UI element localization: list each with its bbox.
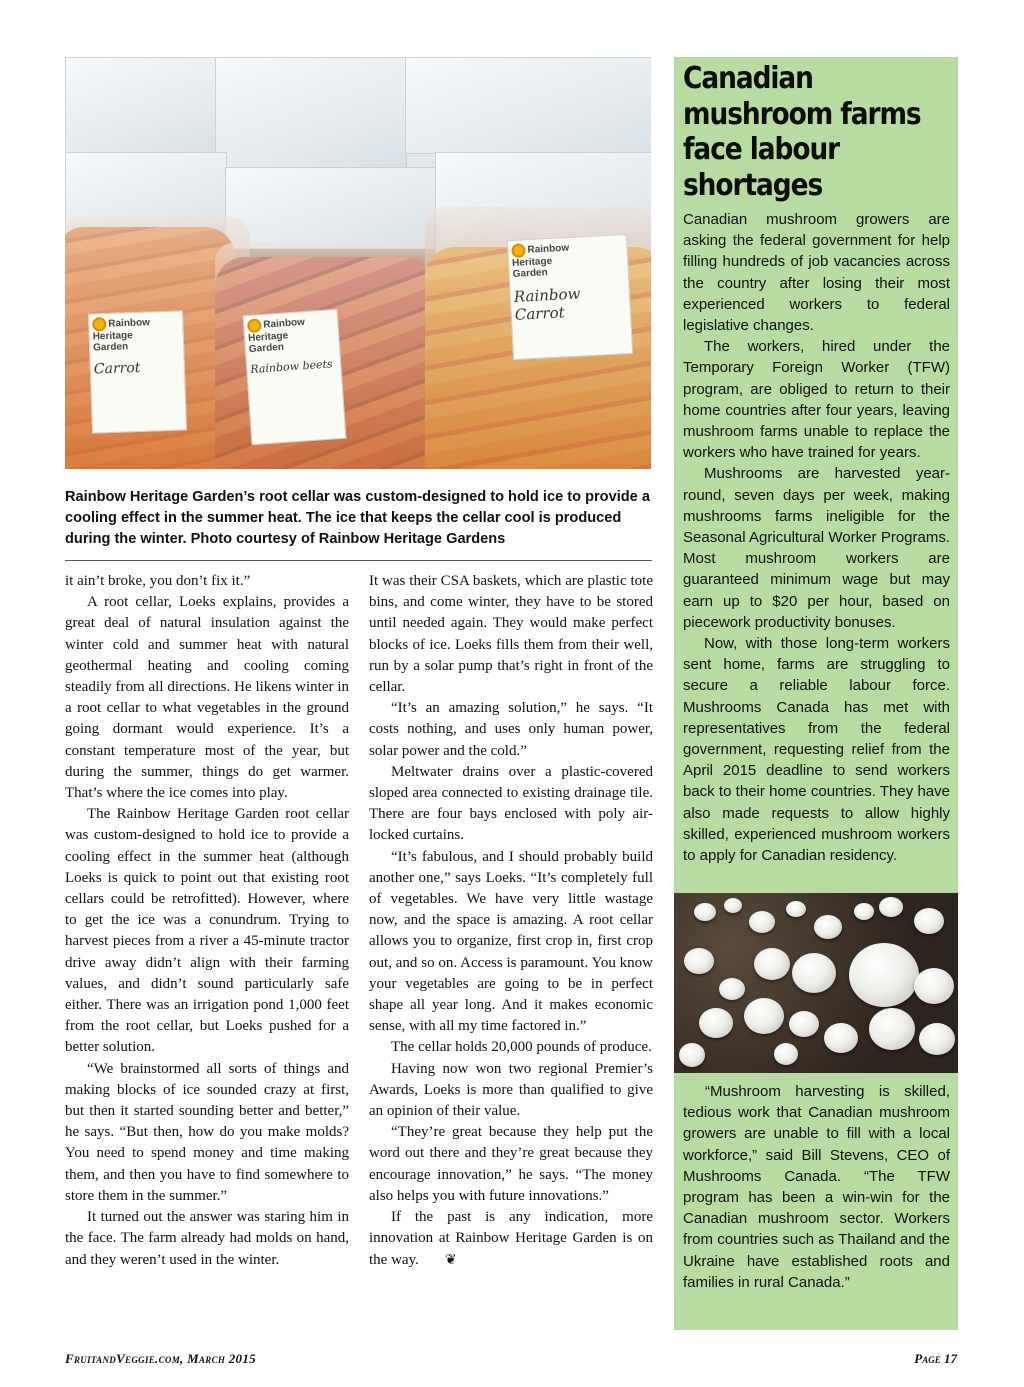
mushroom-photo xyxy=(674,893,958,1073)
end-mark-icon: ❦ xyxy=(444,1252,457,1268)
footer-publication: FruitandVeggie.com, March 2015 xyxy=(65,1351,256,1366)
mushroom xyxy=(814,915,842,939)
mushroom xyxy=(914,968,954,1004)
paragraph: Meltwater drains over a plastic-covered sloped area connected to existing drainage tile. There are four bays enclosed with poly air-locked curtains. xyxy=(369,763,653,844)
sidebar-headline: Canadian mushroom farms face labour shortages xyxy=(683,61,921,203)
sidebar-quote-text: “Mushroom harvesting is skilled, tedious work that Canadian mushroom growers are unable to fill with a local workforce,” said Bill Stevens, CEO of Mushrooms Canada. “The TFW program has been a win-win for the Canadian mushroom sector. Workers from countries such as Thailand and the Ukraine have established roots and families in rural Canada.” xyxy=(683,1083,950,1291)
sidebar-box xyxy=(674,57,958,1330)
mushroom xyxy=(919,1023,955,1055)
mushroom xyxy=(684,948,714,974)
bag-label-left: Rainbow Heritage Garden Carrot xyxy=(88,310,187,433)
sidebar-paragraph: Now, with those long-term workers sent home, farms are struggling to secure a reliable labour force. Mushrooms Canada has met with representatives from the federal government, requesting relief from the April 2015 deadline to send workers back to their home countries. They have also made requests to allow highly skilled, experienced mushroom workers to apply for Canadian residency. xyxy=(683,635,950,865)
article-column-2 xyxy=(369,571,653,1271)
mushroom xyxy=(854,903,874,920)
sidebar-paragraph: The workers, hired under the Temporary Foreign Worker (TFW) program, are obliged to return to their home countries after four years, leaving mushroom farms unable to replace the workers who have trained for years. xyxy=(683,338,950,462)
mushroom xyxy=(792,953,836,993)
ice-block xyxy=(65,57,217,154)
sidebar-body xyxy=(683,209,950,866)
mushroom xyxy=(694,903,716,921)
sunflower-icon xyxy=(511,243,526,258)
paragraph-final xyxy=(369,1207,653,1271)
mushroom xyxy=(789,1011,819,1037)
mushroom xyxy=(699,1008,733,1038)
mushroom xyxy=(719,978,745,1000)
mushroom xyxy=(724,898,742,913)
mushroom xyxy=(869,1008,915,1050)
paragraph: “It’s an amazing solution,” he says. “It costs nothing, and uses only human power, solar power and the cold.” xyxy=(369,700,653,759)
mushroom xyxy=(774,1043,798,1065)
paragraph-text: If the past is any indication, more innovation at Rainbow Heritage Garden is on the way. xyxy=(369,1209,653,1268)
mushroom xyxy=(749,911,775,933)
article-column-1 xyxy=(65,571,349,1271)
footer-page-number: Page 17 xyxy=(914,1351,957,1366)
paragraph: “It’s fabulous, and I should probably build another one,” says Loeks. “It’s completely full of vegetables. We have very little wastage now, and the space is amazing. A root cellar allows you to organize, first crop in, first crop out, and so on. Access is paramount. You know your vegetables are going to be in perfect shape all year long. And it makes economic sense, with all my time factored in.” xyxy=(369,848,653,1035)
mushroom xyxy=(914,908,944,934)
ice-block xyxy=(225,167,437,249)
paragraph: “We brainstormed all sorts of things and making blocks of ice sounded crazy at first, but then it started sounding better and better,” he says. “But then, how do you make molds? You need to spend money and time making them, and then you have to find somewhere to store them in the summer.” xyxy=(65,1060,349,1204)
ice-block xyxy=(405,57,651,154)
paragraph: “They’re great because they help put the word out there and they’re great because they encourage innovation,” he says. “The money also helps you with future innovations.” xyxy=(369,1124,653,1204)
mushroom xyxy=(879,897,903,917)
bag-label-right: Rainbow Heritage Garden Rainbow Carrot xyxy=(507,234,633,360)
paragraph: Having now won two regional Premier’s Awards, Loeks is more than qualified to give an opinion of their value. xyxy=(369,1060,653,1120)
photo-caption: Rainbow Heritage Garden’s root cellar was custom-designed to hold ice to provide a cooling effect in the summer heat. The ice that keeps the cellar cool is produced during the winter. Photo courtesy of Rainbow Heritage Gardens xyxy=(65,489,650,547)
mushroom xyxy=(849,943,919,1007)
caption-divider xyxy=(65,560,652,561)
paragraph: It was their CSA baskets, which are plastic tote bins, and come winter, they have to be stored until needed again. They would make perfect blocks of ice. Loeks fills them from their well, run by a solar pump that’s right in front of the cellar. xyxy=(369,573,653,696)
mushroom xyxy=(824,1023,858,1053)
mushroom xyxy=(744,998,784,1034)
sidebar-quote xyxy=(683,1081,950,1293)
sidebar-paragraph: Mushrooms are harvested year-round, seven days per week, making mushrooms farms ineligible for the Seasonal Agricultural Worker Programs. Most mushroom workers are guaranteed minimum wage but may earn up to $20 per hour, based on piecework productivity bonuses. xyxy=(683,465,950,631)
sunflower-icon xyxy=(247,318,262,333)
sidebar-paragraph: Canadian mushroom growers are asking the federal government for help filling hundreds of job vacancies across the country after losing their most experienced workers to federal legislative changes. xyxy=(683,211,950,335)
mushroom xyxy=(786,901,806,917)
ice-block xyxy=(215,57,407,169)
paragraph: it ain’t broke, you don’t fix it.” xyxy=(65,573,251,589)
mushroom xyxy=(754,948,790,980)
paragraph: The Rainbow Heritage Garden root cellar was custom-designed to hold ice to provide a cooling effect in the summer heat (although Loeks is quick to point out that existing root cellars could be retrofitted). However, where to get the ice was a conundrum. Trying to harvest pieces from a river a 45-minute tractor drive away didn’t align with their farming values, and didn’t sound particularly safe either. There was an irrigation pond 1,000 feet from the root cellar, but Loeks pushed for a better solution. xyxy=(65,806,349,1056)
mushroom xyxy=(679,1043,705,1067)
paragraph: It turned out the answer was staring him in the face. The farm already had molds on hand, and they weren’t used in the winter. xyxy=(65,1209,349,1268)
bag-label-middle: Rainbow Heritage Garden Rainbow beets xyxy=(243,309,347,445)
root-cellar-photo xyxy=(65,57,651,469)
paragraph: A root cellar, Loeks explains, provides a great deal of natural insulation against the winter cold and summer heat with natural geothermal heating and cooling coming steadily from all directions. He likens winter in a root cellar to what vegetables in the ground going dormant would experience. It’s a constant temperature most of the year, but during the summer, things do get warmer. That’s where the ice comes into play. xyxy=(65,594,349,802)
paragraph: The cellar holds 20,000 pounds of produce. xyxy=(391,1039,652,1056)
sunflower-icon xyxy=(92,317,106,331)
